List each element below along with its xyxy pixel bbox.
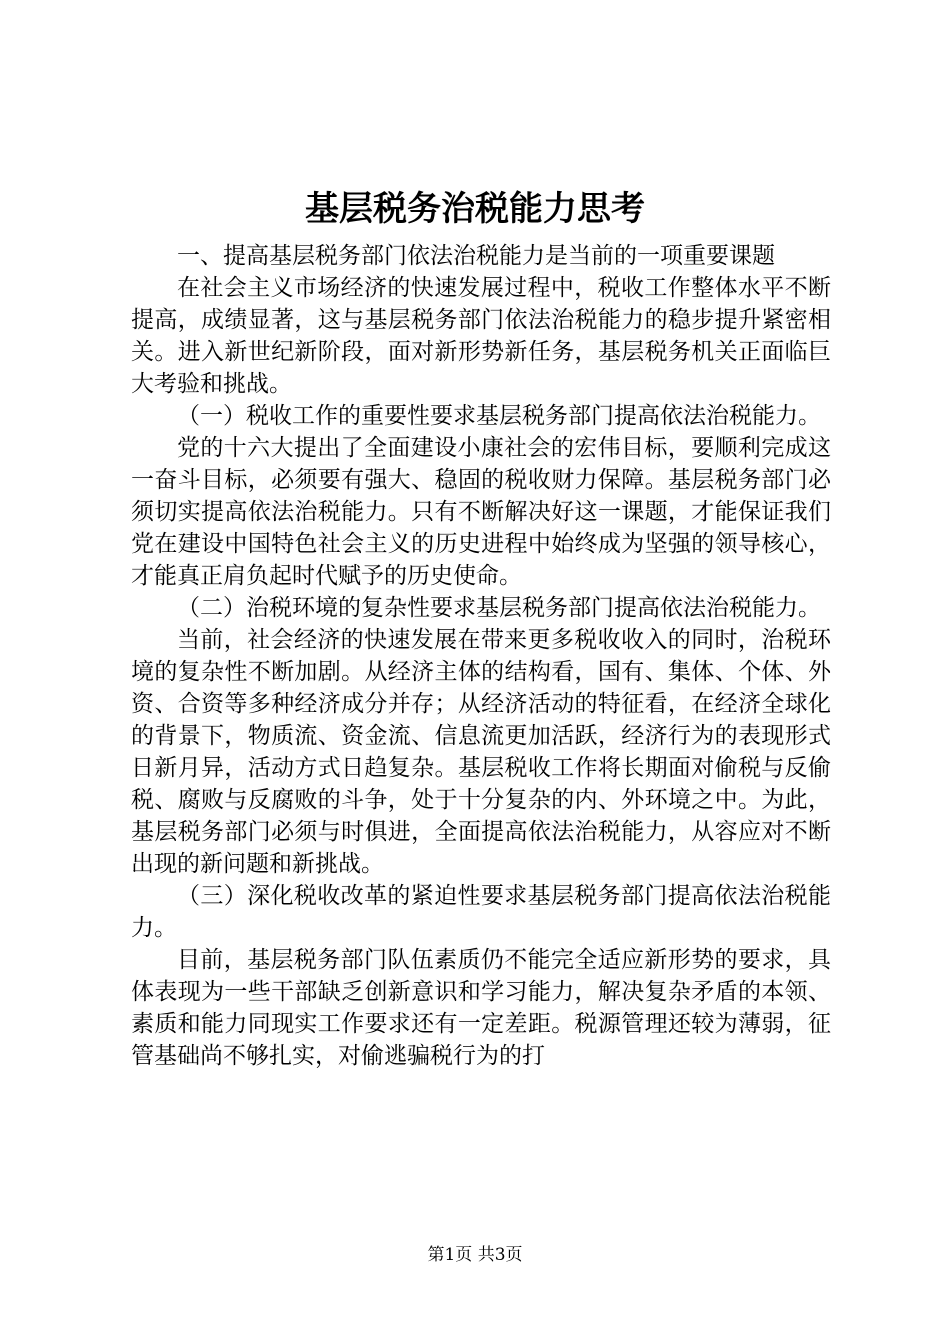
subsection-heading-1: （一）税收工作的重要性要求基层税务部门提高依法治税能力。 <box>177 403 821 429</box>
section-heading-1: 一、提高基层税务部门依法治税能力是当前的一项重要课题 <box>177 243 775 269</box>
page-number-footer: 第1页 共3页 <box>427 1245 523 1265</box>
body-paragraph: 在社会主义市场经济的快速发展过程中，税收工作整体水平不断提高，成绩显著，这与基层税务部门依法治税能力的稳步提升紧密相关。进入新世纪新阶段，面对新形势新任务，基层税务机关正面临巨大考验和挑战。 <box>131 275 831 397</box>
body-paragraph: 当前，社会经济的快速发展在带来更多税收收入的同时，治税环境的复杂性不断加剧。从经济主体的结构看，国有、集体、个体、外资、合资等多种经济成分并存；从经济活动的特征看，在经济全球化的背景下，物质流、资金流、信息流更加活跃，经济行为的表现形式日新月异，活动方式日趋复杂。基层税收工作将长期面对偷税与反偷税、腐败与反腐败的斗争，处于十分复杂的内、外环境之中。为此，基层税务部门必须与时俱进，全面提高依法治税能力，从容应对不断出现的新问题和新挑战。 <box>131 627 831 877</box>
body-paragraph: 党的十六大提出了全面建设小康社会的宏伟目标，要顺利完成这一奋斗目标，必须要有强大、稳固的税收财力保障。基层税务部门必须切实提高依法治税能力。只有不断解决好这一课题，才能保证我们党在建设中国特色社会主义的历史进程中始终成为坚强的领导核心，才能真正肩负起时代赋予的历史使命。 <box>131 435 831 589</box>
document-title: 基层税务治税能力思考 <box>305 189 645 229</box>
subsection-heading-2: （二）治税环境的复杂性要求基层税务部门提高依法治税能力。 <box>177 595 821 621</box>
subsection-heading-3: （三）深化税收改革的紧迫性要求基层税务部门提高依法治税能力。 <box>131 883 831 941</box>
document-body <box>131 240 831 1072</box>
body-paragraph: 目前，基层税务部门队伍素质仍不能完全适应新形势的要求，具体表现为一些干部缺乏创新意识和学习能力，解决复杂矛盾的本领、素质和能力同现实工作要求还有一定差距。税源管理还较为薄弱，征管基础尚不够扎实，对偷逃骗税行为的打 <box>131 947 831 1069</box>
